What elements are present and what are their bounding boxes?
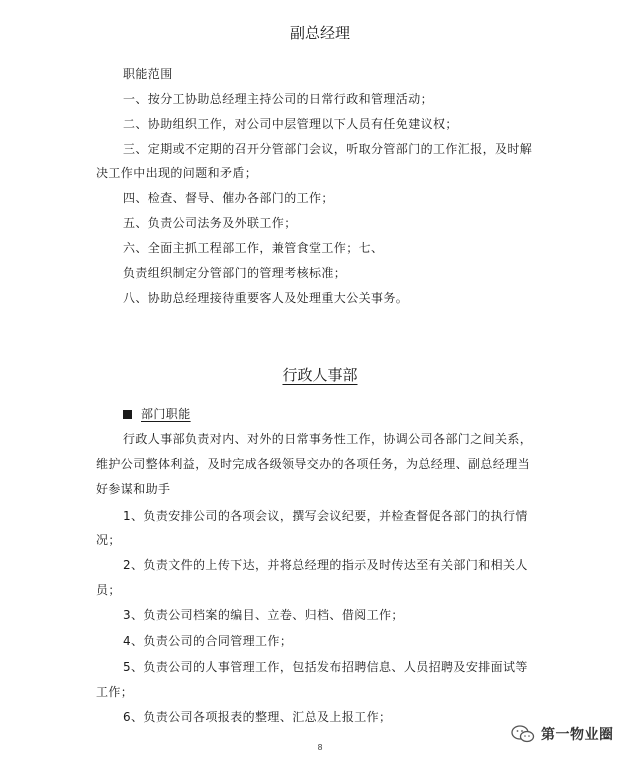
function-line: 况； — [96, 533, 121, 547]
section-title-admin-hr: 行政人事部 — [282, 366, 358, 384]
duty-line: 一、按分工协助总经理主持公司的日常行政和管理活动； — [123, 92, 434, 106]
watermark — [511, 724, 614, 744]
duty-line: 八、协助总经理接待重要客人及处理重大公关事务。 — [123, 291, 409, 305]
function-line: 1、负责安排公司的各项会议，撰写会议纪要，并检查督促各部门的执行情 — [123, 509, 528, 523]
intro-line: 好参谋和助手 — [96, 482, 171, 496]
function-line: 4、负责公司的合同管理工作； — [123, 634, 293, 648]
duty-line: 三、定期或不定期的召开分管部门会议，听取分管部门的工作汇报，及时解 — [123, 142, 533, 156]
wechat-icon — [511, 725, 535, 743]
function-line: 2、负责文件的上传下达，并将总经理的指示及时传达至有关部门和相关人 — [123, 558, 528, 572]
function-line: 3、负责公司档案的编目、立卷、归档、借阅工作； — [123, 608, 404, 622]
duty-line: 决工作中出现的问题和矛盾； — [96, 166, 258, 180]
duty-line: 四、检查、督导、催办各部门的工作； — [123, 191, 334, 205]
function-line: 员； — [96, 583, 121, 597]
function-line: 5、负责公司的人事管理工作，包括发布招聘信息、人员招聘及安排面试等 — [123, 660, 528, 674]
intro-line: 维护公司整体利益，及时完成各级领导交办的各项任务，为总经理、副总经理当 — [96, 457, 531, 471]
department-heading: 部门职能 — [141, 407, 191, 421]
duty-line: 五、负责公司法务及外联工作； — [123, 216, 297, 230]
page-number: 8 — [317, 743, 323, 752]
duty-line: 六、全面主抓工程部工作，兼管食堂工作；七、 — [123, 241, 384, 255]
function-line: 6、负责公司各项报表的整理、汇总及上报工作； — [123, 710, 392, 724]
section-subtitle: 职能范围 — [123, 67, 173, 81]
watermark-text: 第一物业圈 — [541, 727, 614, 743]
duty-line: 二、协助组织工作，对公司中层管理以下人员有任免建议权； — [123, 117, 458, 131]
square-bullet-icon — [123, 410, 132, 419]
intro-line: 行政人事部负责对内、对外的日常事务性工作，协调公司各部门之间关系， — [123, 432, 533, 446]
section-title-deputy-gm: 副总经理 — [289, 24, 350, 42]
duty-line: 负责组织制定分管部门的管理考核标准； — [123, 266, 347, 280]
function-line: 工作； — [96, 685, 134, 699]
